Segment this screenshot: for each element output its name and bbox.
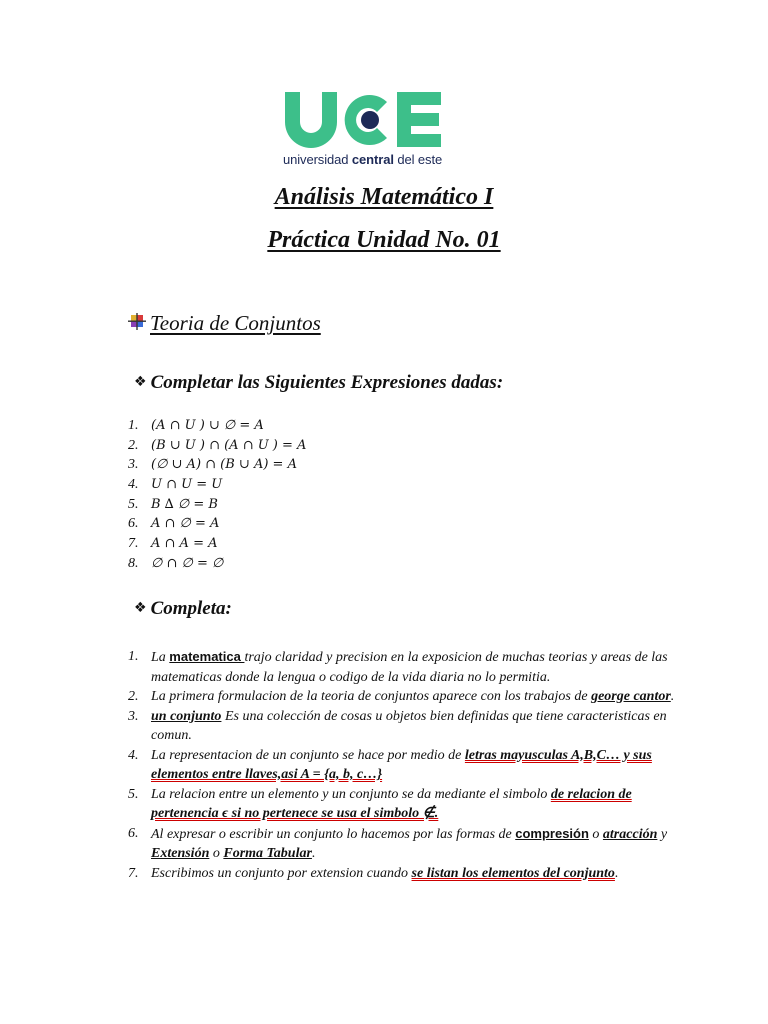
list-item: 4. La representacion de un conjunto se hace por medio de letras mayusculas A,B,C… y sus elementos entre llaves,asi A = {a, b, c…} [128, 747, 652, 782]
answer: matematica [169, 649, 245, 664]
uce-logo-mark [283, 88, 445, 150]
answer: de relacion de pertenencia ϵ si no pertenece se usa el simbolo ∉. [151, 786, 632, 821]
completa-list [128, 647, 688, 883]
answer: Extensión [151, 846, 210, 861]
answer: se listan los elementos del conjunto [411, 865, 615, 881]
uce-logo [283, 88, 445, 170]
answer: atracción [602, 826, 658, 842]
course-title: Análisis Matemático I [274, 184, 494, 210]
list-item: 2. La primera formulacion de la teoria de conjuntos aparece con los trabajos de george cantor. [128, 689, 675, 704]
answer: letras mayusculas A,B,C… y sus elementos entre llaves,asi A = {a, b, c…} [151, 747, 652, 782]
diamond-bullet-icon: ❖ [134, 374, 147, 390]
answer: un conjunto [151, 708, 222, 724]
completa-heading: ❖ Completa: [134, 598, 232, 619]
list-item: 7. Escribimos un conjunto por extension cuando se listan los elementos del conjunto. [128, 865, 619, 881]
list-item: 1. La matematica trajo claridad y precision en la exposicion de muchas teorias y areas de las matematicas donde la lengua o codigo de la vida diaria no lo permitia. [128, 649, 668, 685]
practice-title: Práctica Unidad No. 01 [267, 227, 501, 253]
logo-subtitle: universidad central del este [283, 152, 443, 167]
list-item: 5. La relacion entre un elemento y un conjunto se da mediante el simbolo de relacion de pertenencia ϵ si no pertenece se usa el simbolo ∉. [128, 786, 632, 821]
section-heading: Teoria de Conjuntos [130, 311, 321, 336]
bullet-square-icon [127, 312, 147, 332]
answer: george cantor [591, 689, 671, 704]
list-item: 3. un conjunto Es una colección de cosas u objetos bien definidas que tiene caracteristicas en comun. [128, 708, 667, 743]
answer: compresión [515, 825, 589, 841]
diamond-bullet-icon: ❖ [134, 600, 147, 616]
list-item: 6. Al expresar o escribir un conjunto lo hacemos por las formas de compresión o atracción y Extensión o Forma Tabular. [128, 825, 668, 861]
answer: Forma Tabular [223, 846, 312, 861]
expressions-heading: ❖ Completar las Siguientes Expresiones dadas: [134, 372, 504, 393]
